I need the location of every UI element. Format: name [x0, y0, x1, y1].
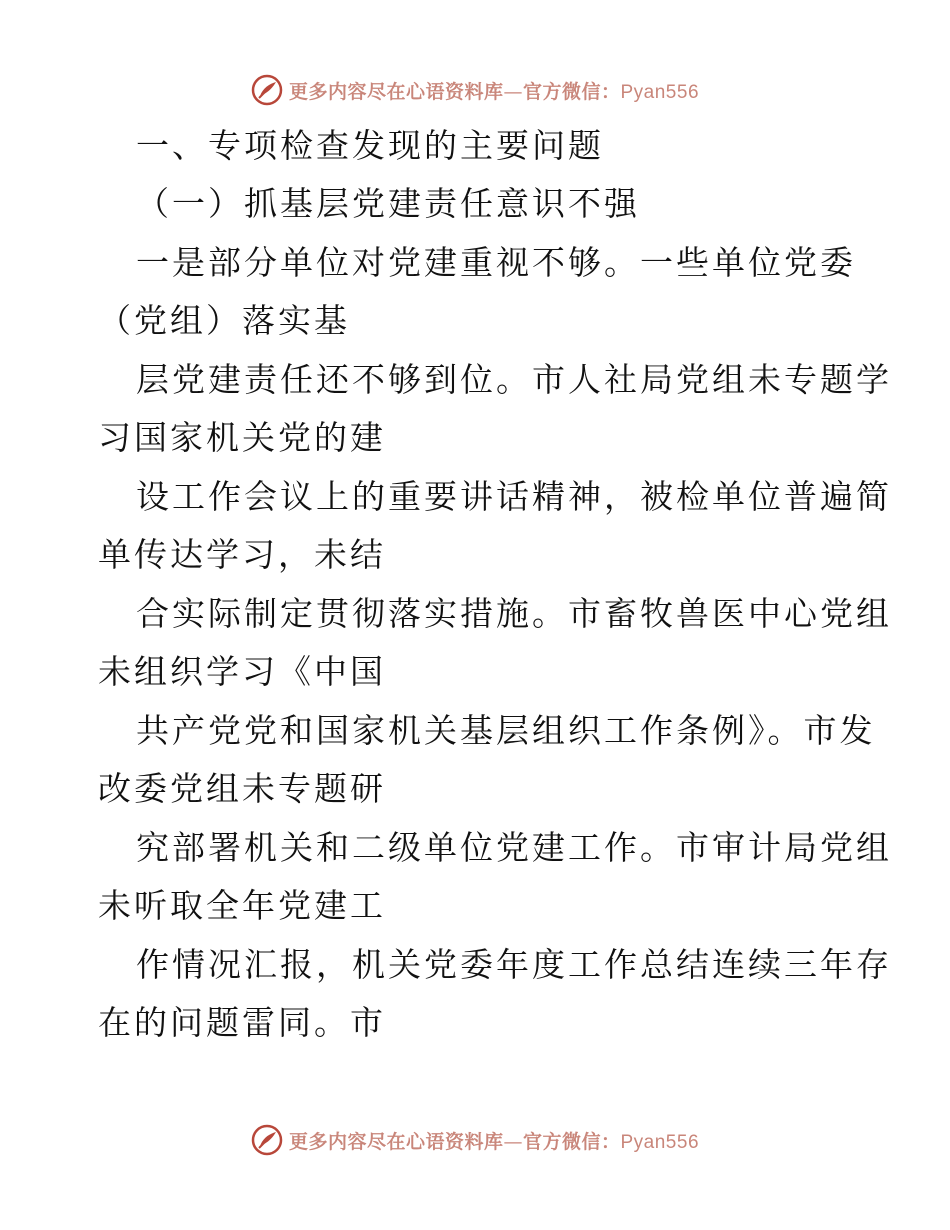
body-line: 设工作会议上的重要讲话精神，被检单位普遍简 [136, 477, 892, 516]
body-line: 究部署机关和二级单位党建工作。市审计局党组 [136, 828, 892, 867]
watermark-separator: — [503, 80, 523, 103]
section-title: 一、专项检查发现的主要问题 [136, 126, 604, 165]
subsection-title: （一）抓基层党建责任意识不强 [136, 184, 640, 223]
body-line: 一是部分单位对党建重视不够。一些单位党委 [136, 243, 856, 282]
body-line: 在的问题雷同。市 [98, 1003, 386, 1042]
body-line: 合实际制定贯彻落实措施。市畜牧兽医中心党组 [136, 594, 892, 633]
watermark-separator: — [503, 1130, 523, 1153]
body-line: 单传达学习，未结 [98, 535, 386, 574]
watermark-wechat-label: 官方微信： [522, 80, 621, 103]
watermark-wechat-id: Pyan556 [620, 1131, 700, 1153]
watermark-site: 更多内容尽在心语资料库 [288, 1130, 504, 1153]
body-line: 改委党组未专题研 [98, 769, 386, 808]
watermark-wechat-id: Pyan556 [620, 81, 700, 103]
watermark-text [289, 1127, 699, 1154]
footer-watermark [0, 1120, 950, 1160]
body-line: 未听取全年党建工 [98, 886, 386, 925]
watermark-wechat-label: 官方微信： [522, 1130, 621, 1153]
body-line: 作情况汇报，机关党委年度工作总结连续三年存 [136, 945, 892, 984]
quill-logo-icon [251, 1124, 283, 1156]
body-line: 层党建责任还不够到位。市人社局党组未专题学 [136, 360, 892, 399]
body-line: （党组）落实基 [98, 301, 350, 340]
body-line: 习国家机关党的建 [98, 418, 386, 457]
body-line: 共产党党和国家机关基层组织工作条例》。市发 [136, 711, 876, 750]
watermark-site: 更多内容尽在心语资料库 [288, 80, 504, 103]
body-line: 未组织学习《中国 [98, 652, 386, 691]
